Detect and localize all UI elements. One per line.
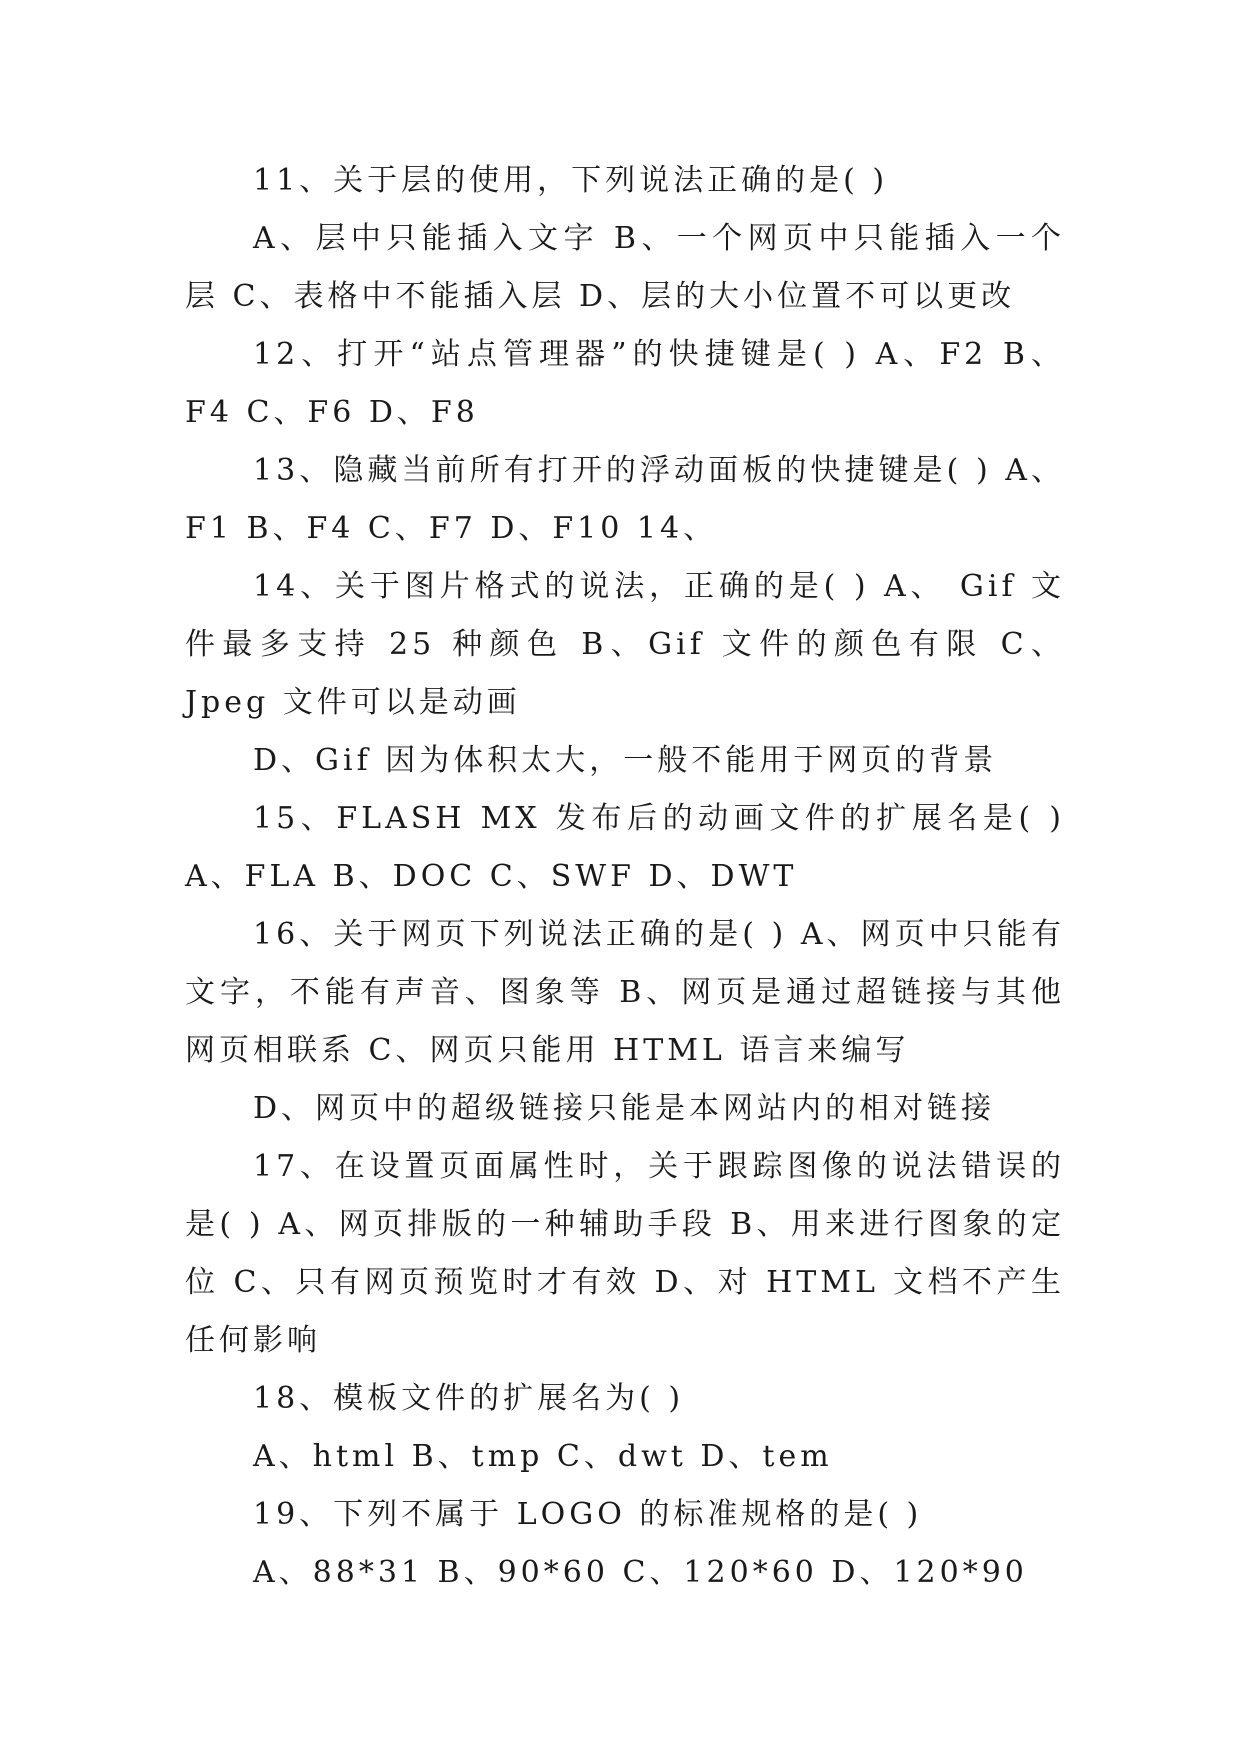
- question-18-stem: 18、模板文件的扩展名为( ): [253, 1381, 685, 1416]
- question-17: 17、在设置页面属性时，关于跟踪图像的说法错误的是( ) A、网页排版的一种辅助手段 B、用来进行图象的定位 C、只有网页预览时才有效 D、对 HTML 文档不产生任何影响: [185, 1149, 1065, 1358]
- document-body: [185, 152, 1065, 1602]
- question-16: 16、关于网页下列说法正确的是( ) A、网页中只能有文字，不能有声音、图象等 B、网页是通过超链接与其他网页相联系 C、网页只能用 HTML 语言来编写: [185, 917, 1065, 1068]
- question-15: 15、FLASH MX 发布后的动画文件的扩展名是( ) A、FLA B、DOC C、SWF D、DWT: [185, 801, 1065, 894]
- question-19-options: A、88*31 B、90*60 C、120*60 D、120*90: [253, 1555, 1028, 1590]
- question-16-option-d: D、网页中的超级链接只能是本网站内的相对链接: [253, 1091, 996, 1126]
- question-12: 12、打开“站点管理器”的快捷键是( ) A、F2 B、F4 C、F6 D、F8: [185, 337, 1065, 430]
- question-11-options: A、层中只能插入文字 B、一个网页中只能插入一个层 C、表格中不能插入层 D、层的大小位置不可以更改: [185, 221, 1065, 314]
- question-14: 14、关于图片格式的说法，正确的是( ) A、 Gif 文件最多支持 25 种颜色 B、Gif 文件的颜色有限 C、Jpeg 文件可以是动画: [185, 569, 1065, 720]
- question-19-stem: 19、下列不属于 LOGO 的标准规格的是( ): [253, 1497, 923, 1532]
- question-14-option-d: D、Gif 因为体积太大，一般不能用于网页的背景: [253, 743, 998, 778]
- question-11-stem: 11、关于层的使用，下列说法正确的是( ): [253, 163, 889, 198]
- question-13: 13、隐藏当前所有打开的浮动面板的快捷键是( ) A、F1 B、F4 C、F7 D、F10 14、: [185, 453, 1065, 546]
- question-18-options: A、html B、tmp C、dwt D、tem: [253, 1439, 833, 1474]
